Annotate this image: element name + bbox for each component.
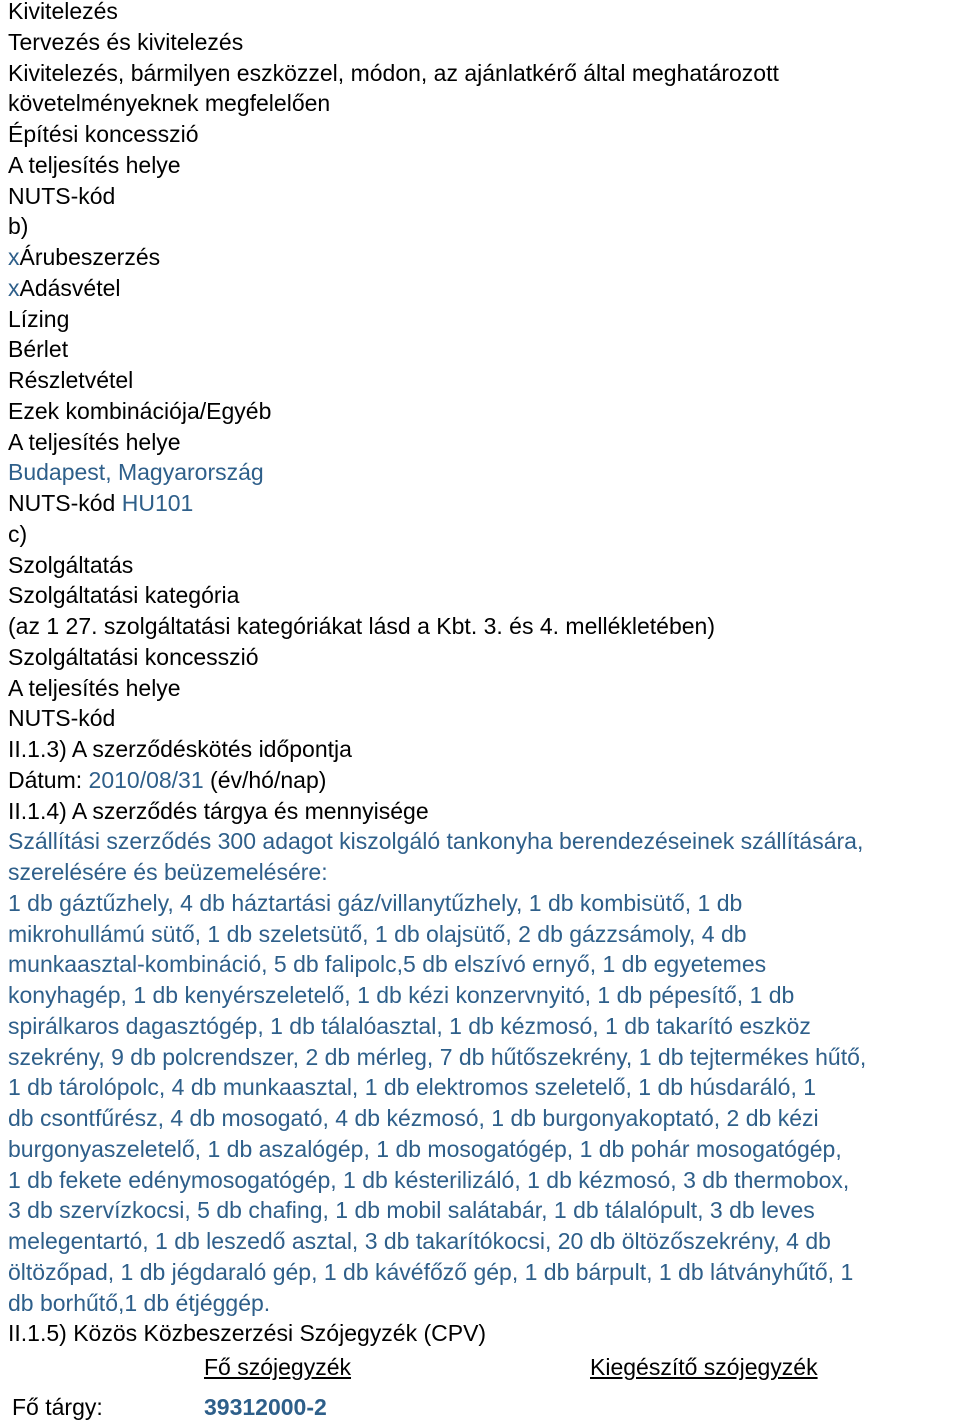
selected-mark: x — [8, 244, 20, 270]
section-b: b) — [8, 213, 29, 239]
option-arubeszerzes — [8, 242, 160, 273]
label-nuts-c: NUTS-kód — [8, 705, 116, 731]
selected-mark: x — [8, 275, 20, 301]
description-line: Szállítási szerződés 300 adagot kiszolgáló tankonyha berendezéseinek szállítására, — [8, 828, 864, 854]
option-berlet: Bérlet — [8, 336, 69, 362]
option-szolgaltatasi-koncesszio: Szolgáltatási koncesszió — [8, 644, 259, 670]
description-line: 3 db szervízkocsi, 5 db chafing, 1 db mobil salátabár, 1 db tálalópult, 3 db leves — [8, 1197, 815, 1223]
value-teljesites-helye-b: Budapest, Magyarország — [8, 459, 264, 485]
option-szolgaltatas: Szolgáltatás — [8, 552, 134, 578]
option-lizing: Lízing — [8, 306, 70, 332]
description-line: szekrény, 9 db polcrendszer, 2 db mérleg, 7 db hűtőszekrény, 1 db tejtermékes hűtő, — [8, 1044, 867, 1070]
option-adasvetel-label: Adásvétel — [19, 275, 121, 301]
option-tervezes: Tervezés és kivitelezés — [8, 29, 244, 55]
description-line: konyhagép, 1 db kenyérszeletelő, 1 db kézi konzervnyitó, 1 db pépesítő, 1 db — [8, 982, 795, 1008]
option-adasvetel — [8, 273, 121, 304]
option-kivitelezes-text-cont: követelményeknek megfelelően — [8, 90, 331, 116]
description-line: db csontfűrész, 4 db mosogató, 4 db kézmosó, 1 db burgonyakoptató, 2 db kézi — [8, 1105, 819, 1131]
option-arubeszerzes-label: Árubeszerzés — [19, 244, 161, 270]
date-format-hint: (év/hó/nap) — [210, 767, 327, 793]
option-kivitelezes-text: Kivitelezés, bármilyen eszközzel, módon, az ajánlatkérő által meghatározott — [8, 60, 779, 86]
description-line: szerelésére és beüzemelésére: — [8, 859, 328, 885]
description-line: db borhűtő,1 db étjéggép. — [8, 1290, 271, 1316]
option-kombinacio: Ezek kombinációja/Egyéb — [8, 398, 272, 424]
cpv-column-main: Fő szójegyzék — [204, 1354, 352, 1380]
description-line: 1 db gáztűzhely, 4 db háztartási gáz/villanytűzhely, 1 db kombisütő, 1 db — [8, 890, 743, 916]
description-line: 1 db fekete edénymosogatógép, 1 db késterilizáló, 1 db kézmosó, 3 db thermobox, — [8, 1167, 850, 1193]
section-c: c) — [8, 521, 28, 547]
heading-kivitelezes: Kivitelezés — [8, 0, 118, 24]
label-nuts-b: NUTS-kód — [8, 490, 116, 516]
value-nuts-b: HU101 — [121, 490, 194, 516]
description-line: munkaasztal-kombináció, 5 db falipolc,5 db elszívó ernyő, 1 db egyetemes — [8, 951, 767, 977]
cpv-column-supplementary: Kiegészítő szójegyzék — [590, 1354, 818, 1380]
option-epitesi-koncesszio: Építési koncesszió — [8, 121, 199, 147]
label-nuts-a: NUTS-kód — [8, 183, 116, 209]
value-datum: 2010/08/31 — [88, 767, 204, 793]
label-teljesites-helye-c: A teljesítés helye — [8, 675, 181, 701]
label-datum: Dátum: — [8, 767, 83, 793]
description-line: mikrohullámú sütő, 1 db szeletsütő, 1 db olajsütő, 2 db gázzsámoly, 4 db — [8, 921, 747, 947]
cpv-main-code: 39312000-2 — [204, 1394, 327, 1420]
description-line: 1 db tárolópolc, 4 db munkaasztal, 1 db elektromos szeletelő, 1 db húsdaráló, 1 — [8, 1074, 817, 1100]
description-line: spirálkaros dagasztógép, 1 db tálalóasztal, 1 db kézmosó, 1 db takarító eszköz — [8, 1013, 811, 1039]
contract-date — [8, 765, 326, 796]
label-teljesites-helye-a: A teljesítés helye — [8, 152, 181, 178]
description-line: melegentartó, 1 db leszedő asztal, 3 db takarítókocsi, 20 db öltözőszekrény, 4 db — [8, 1228, 831, 1254]
section-ii-1-5-cpv: II.1.5) Közös Közbeszerzési Szójegyzék (CPV) — [8, 1320, 487, 1346]
description-line: öltözőpad, 1 db jégdaraló gép, 1 db kávéfőző gép, 1 db bárpult, 1 db látványhűtő, 1 — [8, 1259, 854, 1285]
label-teljesites-helye-b: A teljesítés helye — [8, 429, 181, 455]
option-reszletvetel: Részletvétel — [8, 367, 134, 393]
description-line: burgonyaszeletelő, 1 db aszalógép, 1 db mosogatógép, 1 db pohár mosogatógép, — [8, 1136, 842, 1162]
label-szolgaltatasi-kategoria: Szolgáltatási kategória — [8, 582, 240, 608]
cpv-row-label: Fő tárgy: — [12, 1394, 103, 1420]
note-kategoriak: (az 1 27. szolgáltatási kategóriákat lásd a Kbt. 3. és 4. mellékletében) — [8, 613, 716, 639]
section-ii-1-4: II.1.4) A szerződés tárgya és mennyisége — [8, 798, 429, 824]
nuts-b — [8, 488, 193, 519]
section-ii-1-3: II.1.3) A szerződéskötés időpontja — [8, 736, 352, 762]
